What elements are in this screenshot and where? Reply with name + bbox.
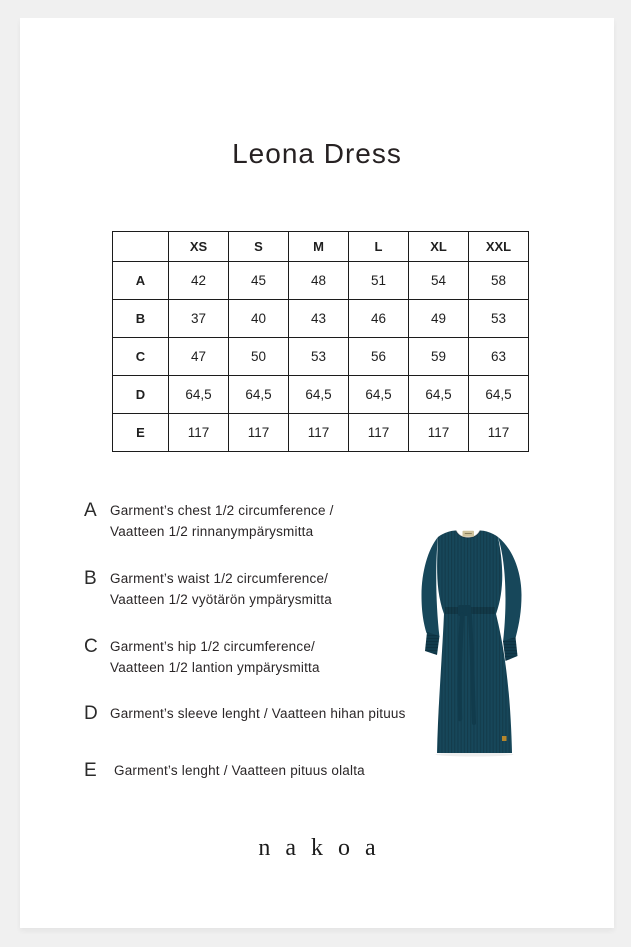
legend-text [110, 568, 332, 610]
size-value-cell: 64,5 [169, 376, 229, 414]
size-value-cell: 64,5 [289, 376, 349, 414]
legend-item-b [84, 568, 332, 610]
table-row-c [113, 338, 529, 376]
size-value-cell: 117 [289, 414, 349, 452]
size-value-cell: 37 [169, 300, 229, 338]
dress-neck-label-text-line [465, 533, 472, 534]
dress-left-sleeve [422, 537, 440, 637]
legend-text [110, 760, 365, 781]
dress-right-cuff-rib [503, 637, 518, 661]
size-column-header-l: L [349, 232, 409, 262]
table-corner-cell [113, 232, 169, 262]
brand-logo: nakoa [258, 835, 391, 861]
legend-text [110, 703, 406, 724]
measure-row-label: A [113, 262, 169, 300]
legend-text [110, 500, 334, 542]
size-value-cell: 64,5 [229, 376, 289, 414]
measure-row-label: E [113, 414, 169, 452]
size-value-cell: 53 [289, 338, 349, 376]
size-value-cell: 43 [289, 300, 349, 338]
size-column-header-m: M [289, 232, 349, 262]
size-value-cell: 54 [409, 262, 469, 300]
legend-item-d [84, 703, 406, 725]
legend-letter: E [84, 760, 97, 781]
legend-text-line1: Garment’s waist 1/2 circumference/ [110, 571, 329, 586]
size-value-cell: 50 [229, 338, 289, 376]
size-value-cell: 49 [409, 300, 469, 338]
product-photo [419, 527, 524, 757]
size-value-cell: 56 [349, 338, 409, 376]
size-value-cell: 47 [169, 338, 229, 376]
size-value-cell: 64,5 [349, 376, 409, 414]
size-value-cell: 59 [409, 338, 469, 376]
size-value-cell: 117 [349, 414, 409, 452]
legend-text-line2: Vaatteen 1/2 rinnanympärysmitta [110, 524, 314, 539]
size-value-cell: 64,5 [409, 376, 469, 414]
legend-item-c [84, 636, 320, 678]
dress-left-cuff-rib [425, 632, 440, 655]
size-value-cell: 45 [229, 262, 289, 300]
legend-text-line1: Garment’s sleeve lenght / Vaatteen hihan pituus [110, 706, 406, 721]
table-row-a [113, 262, 529, 300]
size-value-cell: 48 [289, 262, 349, 300]
dress-right-sleeve [498, 537, 522, 642]
size-value-cell: 117 [229, 414, 289, 452]
gold-hem-tag [502, 736, 507, 741]
size-value-cell: 64,5 [469, 376, 529, 414]
size-value-cell: 63 [469, 338, 529, 376]
dress-shadow [436, 753, 514, 757]
legend-text-line1: Garment’s chest 1/2 circumference / [110, 503, 334, 518]
table-row-e [113, 414, 529, 452]
size-value-cell: 117 [469, 414, 529, 452]
size-column-header-xl: XL [409, 232, 469, 262]
legend-letter: B [84, 568, 97, 589]
legend-letter: D [84, 703, 98, 724]
size-column-header-s: S [229, 232, 289, 262]
legend-item-e [84, 760, 365, 782]
size-column-header-xxl: XXL [469, 232, 529, 262]
size-value-cell: 42 [169, 262, 229, 300]
legend-text-line2: Vaatteen 1/2 lantion ympärysmitta [110, 660, 320, 675]
legend-text [110, 636, 320, 678]
table-row-b [113, 300, 529, 338]
table-row-d [113, 376, 529, 414]
legend-text-line2: Vaatteen 1/2 vyötärön ympärysmitta [110, 592, 332, 607]
legend-text-line1: Garment’s hip 1/2 circumference/ [110, 639, 315, 654]
legend-letter: A [84, 500, 97, 521]
size-column-header-xs: XS [169, 232, 229, 262]
measure-row-label: D [113, 376, 169, 414]
page-title: Leona Dress [232, 138, 402, 169]
size-value-cell: 40 [229, 300, 289, 338]
table-header-row [113, 232, 529, 262]
measure-row-label: C [113, 338, 169, 376]
size-value-cell: 51 [349, 262, 409, 300]
legend-text-line1: Garment’s lenght / Vaatteen pituus olalta [114, 763, 365, 778]
size-value-cell: 58 [469, 262, 529, 300]
size-value-cell: 117 [409, 414, 469, 452]
dress-image [419, 527, 524, 757]
size-value-cell: 117 [169, 414, 229, 452]
legend-item-a [84, 500, 334, 542]
legend-letter: C [84, 636, 98, 657]
size-value-cell: 46 [349, 300, 409, 338]
content-card [20, 18, 614, 928]
dress-belt-tie-left [460, 615, 462, 719]
size-table [112, 231, 529, 452]
size-value-cell: 53 [469, 300, 529, 338]
measure-row-label: B [113, 300, 169, 338]
